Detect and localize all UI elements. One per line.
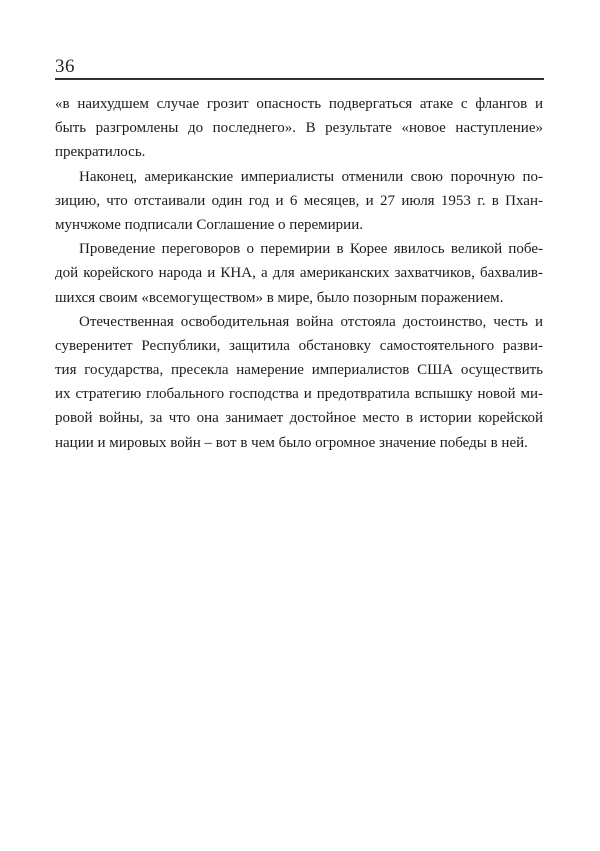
page-number: 36 bbox=[55, 56, 75, 77]
paragraph bbox=[55, 237, 543, 310]
text-line: ровой войны, за что она занимает достойное место в истории корейской bbox=[55, 410, 543, 427]
text-line: нации и мировых войн – вот в чем было огромное значение победы в ней. bbox=[55, 434, 528, 451]
paragraph bbox=[55, 310, 543, 455]
text-line: дой корейского народа и КНА, а для американских захватчиков, бахвалив- bbox=[55, 265, 543, 282]
header-rule bbox=[55, 78, 544, 80]
text-line: суверенитет Республики, защитила обстановку самостоятельного разви- bbox=[55, 337, 543, 354]
page-header bbox=[55, 57, 544, 77]
text-line: Наконец, американские империалисты отменили свою порочную по- bbox=[79, 168, 543, 185]
text-line: зицию, что отстаивали один год и 6 месяцев, и 27 июля 1953 г. в Пхан- bbox=[55, 192, 543, 209]
text-line: их стратегию глобального господства и предотвратила вспышку новой ми- bbox=[55, 386, 543, 403]
text-line: шихся своим «всемогуществом» в мире, было позорным поражением. bbox=[55, 289, 504, 306]
body-text bbox=[55, 92, 543, 455]
paragraph bbox=[55, 165, 543, 238]
paragraph bbox=[55, 92, 543, 165]
text-line: Проведение переговоров о перемирии в Корее явилось великой побе- bbox=[79, 241, 543, 258]
text-line: мунчжоме подписали Соглашение о перемирии. bbox=[55, 216, 363, 233]
text-line: Отечественная освободительная война отстояла достоинство, честь и bbox=[79, 313, 543, 330]
text-line: «в наихудшем случае грозит опасность подвергаться атаке с флангов и bbox=[55, 96, 543, 112]
text-line: прекратилось. bbox=[55, 144, 146, 161]
text-line: тия государства, пресекла намерение империалистов США осуществить bbox=[55, 362, 543, 379]
text-line: быть разгромлены до последнего». В результате «новое наступление» bbox=[55, 120, 543, 137]
